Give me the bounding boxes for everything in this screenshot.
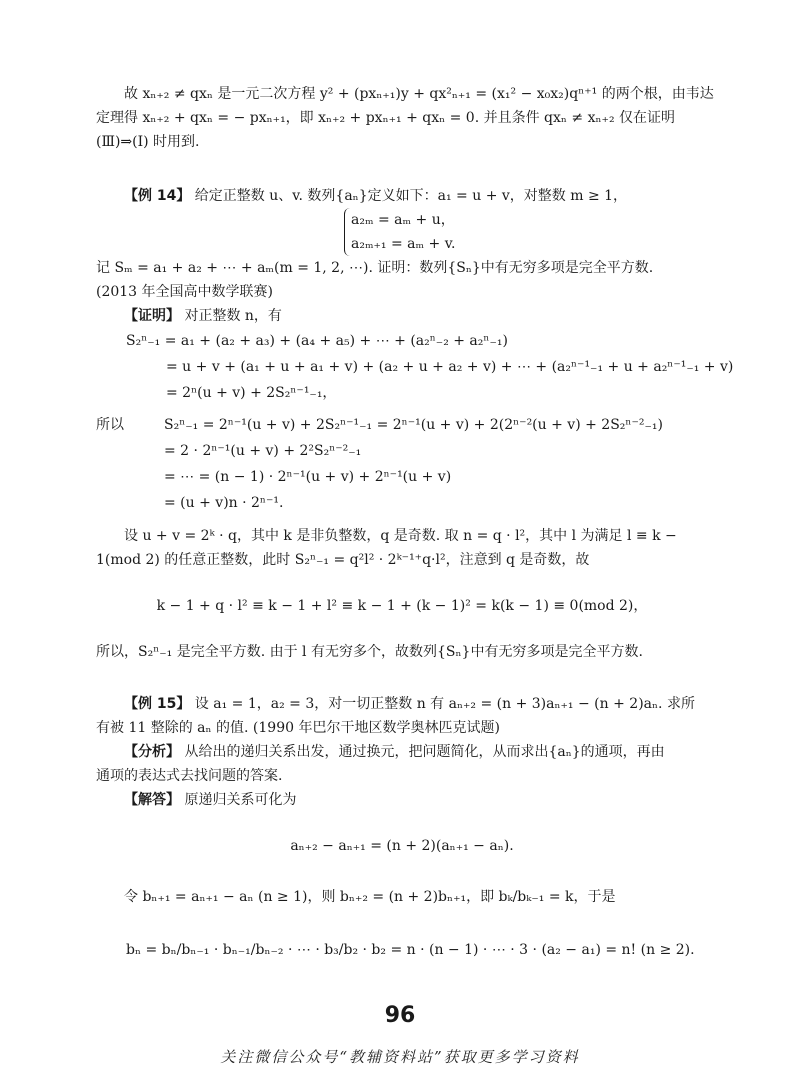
derivation-line: = u + v + (a₁ + u + a₁ + v) + (a₂ + u + a₂ + v) + ⋯ + (a₂ⁿ⁻¹₋₁ + u + a₂ⁿ⁻¹₋₁ + v) xyxy=(166,359,734,375)
final-conclusion: 所以，S₂ⁿ₋₁ 是完全平方数. 由于 l 有无穷多个，故数列{Sₙ}中有无穷多项是完全平方数. xyxy=(96,644,643,660)
intro-paragraph xyxy=(96,82,714,154)
analysis-label: 【分析】 xyxy=(124,744,180,760)
example-15-statement xyxy=(96,692,708,716)
intro-line: 定理得 xₙ₊₂ + qxₙ = − pxₙ₊₁，即 xₙ₊₂ + pxₙ₊₁ + qxₙ = 0. 并且条件 qxₙ ≠ xₙ₊₂ 仅在证明 xyxy=(96,110,676,126)
derivation-line: S₂ⁿ₋₁ = a₁ + (a₂ + a₃) + (a₄ + a₅) + ⋯ + (a₂ⁿ₋₂ + a₂ⁿ₋₁) xyxy=(126,333,508,349)
page-body xyxy=(96,82,734,986)
example-14-continuation: 记 Sₘ = a₁ + a₂ + ⋯ + aₘ(m = 1, 2, ⋯). 证明：数列{Sₙ}中有无穷多项是完全平方数. xyxy=(96,260,654,276)
derivation xyxy=(96,328,734,406)
example-14-text: 给定正整数 u、v. 数列{aₙ}定义如下：a₁ = u + v，对整数 m ≥ 1， xyxy=(190,188,628,204)
footer-note: 关注微信公众号“教辅资料站”获取更多学习资料 xyxy=(220,1048,580,1066)
example-15-label: 【例 15】 xyxy=(124,696,191,712)
proof-intro: 对正整数 n，有 xyxy=(180,308,282,324)
analysis-text: 从给出的递归关系出发，通过换元，把问题简化，从而求出{aₙ}的通项，再由 xyxy=(180,744,665,760)
analysis-text: 通项的表达式去找问题的答案. xyxy=(96,768,283,784)
product-display: bₙ = bₙ/bₙ₋₁ · bₙ₋₁/bₙ₋₂ · ⋯ · b₃/b₂ · b₂ = n · (n − 1) · ⋯ · 3 · (a₂ − a₁) = n! (n ≥ 2). xyxy=(126,942,695,958)
example-14-source: (2013 年全国高中数学联赛) xyxy=(96,284,274,300)
example-14-statement xyxy=(96,184,708,208)
intro-line: 故 xₙ₊₂ ≠ qxₙ 是一元二次方程 y² + (pxₙ₊₁)y + qx²ₙ₊₁ = (x₁² − x₀x₂)qⁿ⁺¹ 的两个根，由韦达 xyxy=(124,86,714,102)
substitution-line: 令 bₙ₊₁ = aₙ₊₁ − aₙ (n ≥ 1)，则 bₙ₊₂ = (n + 2)bₙ₊₁，即 bₖ/bₖ₋₁ = k，于是 xyxy=(124,889,616,905)
example-15 xyxy=(96,692,708,972)
so-line: S₂ⁿ₋₁ = 2ⁿ⁻¹(u + v) + 2S₂ⁿ⁻¹₋₁ = 2ⁿ⁻¹(u + v) + 2(2ⁿ⁻²(u + v) + 2S₂ⁿ⁻²₋₁) xyxy=(164,417,663,433)
solution-intro: 原递归关系可化为 xyxy=(180,792,297,808)
solution-label: 【解答】 xyxy=(124,792,180,808)
congruence-display: k − 1 + q · l² ≡ k − 1 + l² ≡ k − 1 + (k − 1)² = k(k − 1) ≡ 0(mod 2)， xyxy=(156,598,648,614)
solution-heading xyxy=(96,788,708,812)
so-line: = (u + v)n · 2ⁿ⁻¹. xyxy=(164,495,284,511)
example-15-text: 设 a₁ = 1，a₂ = 3，对一切正整数 n 有 aₙ₊₂ = (n + 3)aₙ₊₁ − (n + 2)aₙ. 求所 xyxy=(190,696,695,712)
proof-label: 【证明】 xyxy=(124,308,180,324)
so-first-line xyxy=(96,412,708,438)
conclusion-line: 设 u + v = 2ᵏ · q，其中 k 是非负整数，q 是奇数. 取 n = q · l²，其中 l 为满足 l ≡ k − xyxy=(124,528,677,544)
system-equation: a₂ₘ = aₘ + u， xyxy=(351,212,455,228)
recurrence-display: aₙ₊₂ − aₙ₊₁ = (n + 2)(aₙ₊₁ − aₙ). xyxy=(290,838,514,854)
so-derivation xyxy=(96,412,708,516)
so-label: 所以 xyxy=(96,417,124,433)
intro-line: (Ⅲ)⇒(Ⅰ) 时用到. xyxy=(96,134,200,150)
example-14-label: 【例 14】 xyxy=(124,188,191,204)
so-line: = 2 · 2ⁿ⁻¹(u + v) + 2²S₂ⁿ⁻²₋₁ xyxy=(164,443,362,459)
analysis-heading xyxy=(96,740,708,764)
so-line: = ⋯ = (n − 1) · 2ⁿ⁻¹(u + v) + 2ⁿ⁻¹(u + v) xyxy=(164,469,452,485)
example-14 xyxy=(96,184,734,664)
example-15-text: 有被 11 整除的 aₙ 的值. (1990 年巴尔干地区数学奥林匹克试题) xyxy=(96,720,500,736)
system-equation: a₂ₘ₊₁ = aₘ + v. xyxy=(351,236,456,252)
page-number: 96 xyxy=(384,1003,416,1028)
proof-heading xyxy=(96,304,708,328)
derivation-line: = 2ⁿ(u + v) + 2S₂ⁿ⁻¹₋₁， xyxy=(166,385,337,401)
recurrence-system xyxy=(344,208,511,256)
conclusion-line: 1(mod 2) 的任意正整数，此时 S₂ⁿ₋₁ = q²l² · 2ᵏ⁻¹⁺q·l²，注意到 q 是奇数，故 xyxy=(96,552,590,568)
